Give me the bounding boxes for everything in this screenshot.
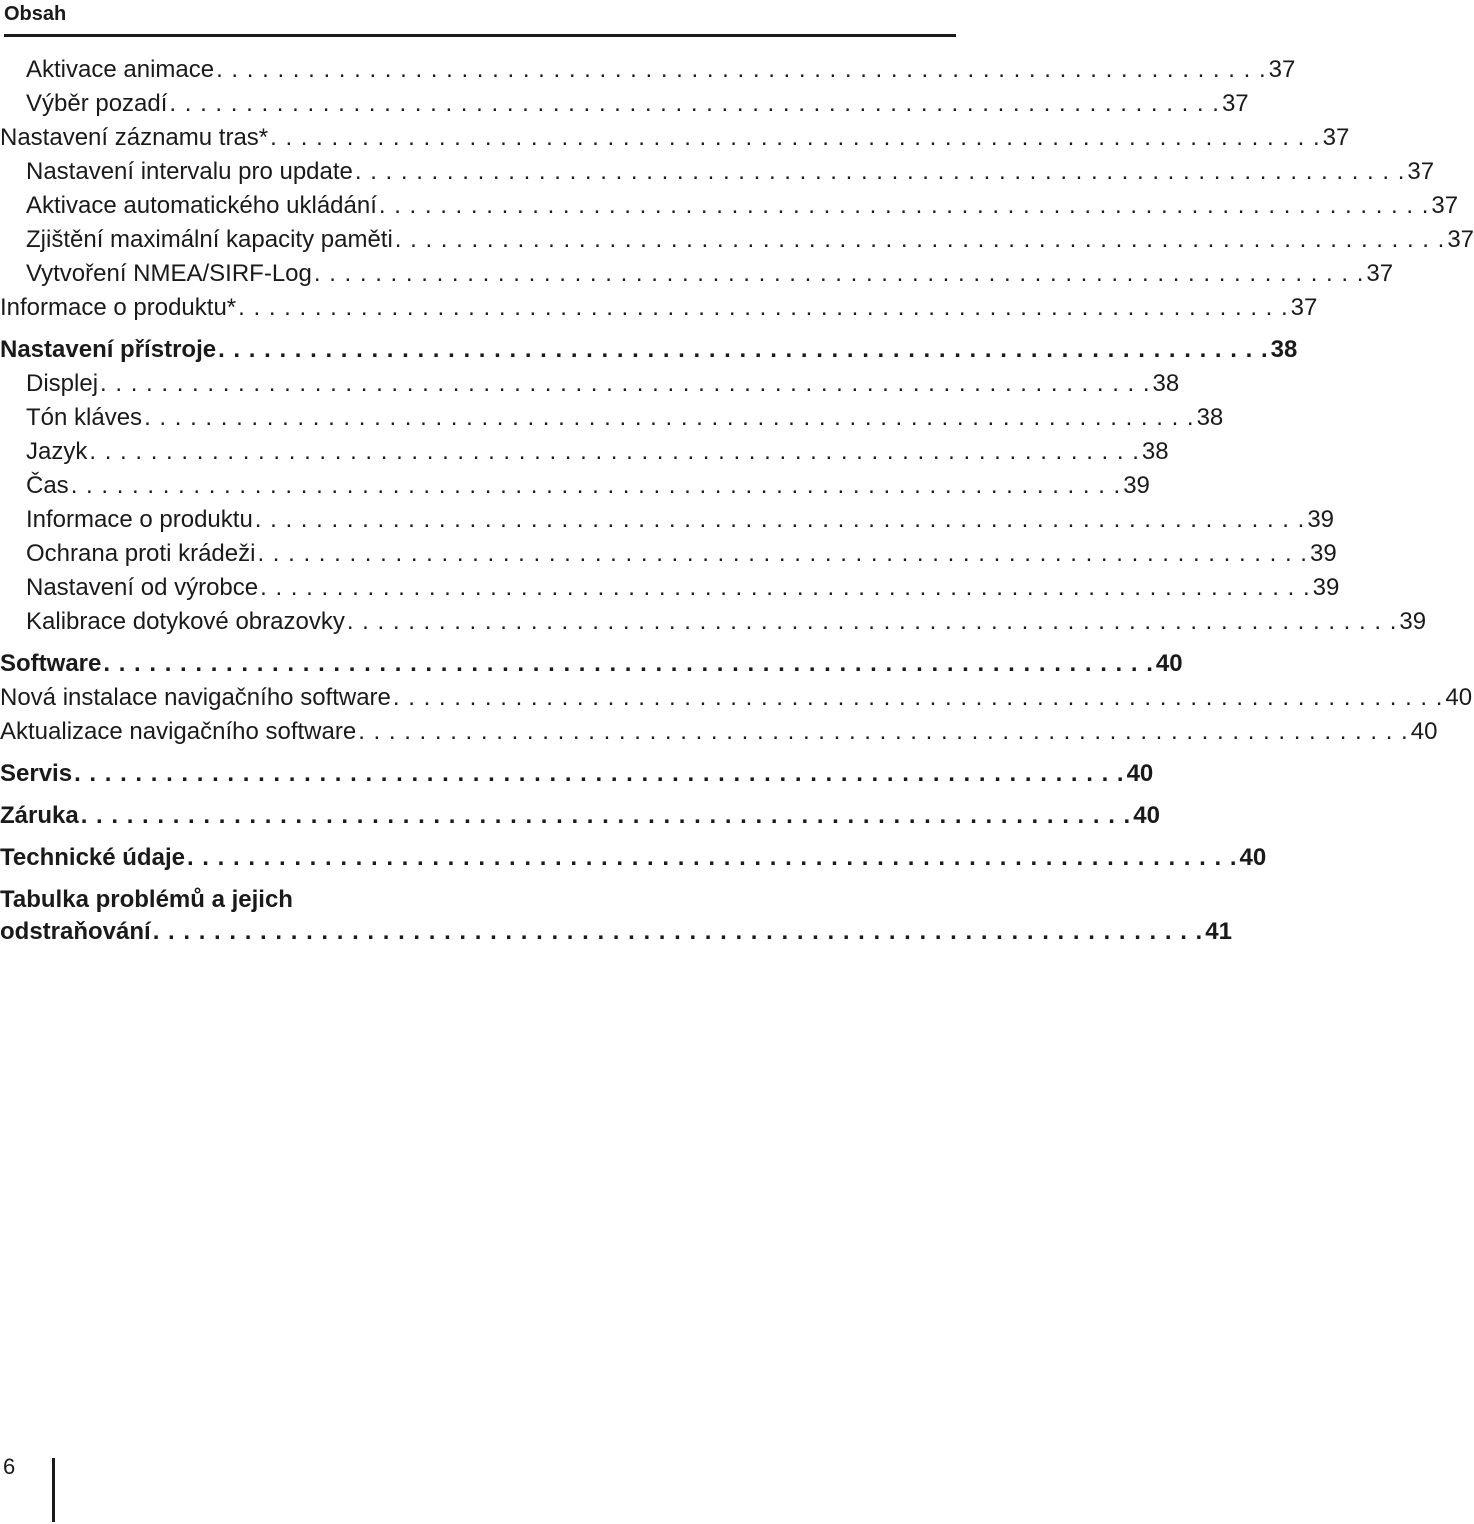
page-header xyxy=(4,0,956,37)
toc-entry-label: Nastavení od výrobce xyxy=(26,574,259,601)
toc-entry-label: Zjištění maximální kapacity paměti xyxy=(26,226,393,253)
toc-entry-page: 37 xyxy=(1221,90,1249,117)
dot-leader: . . . . . . . . . . . . . . . . . . . . . . . . . . . . . . . . . . . . . . . . . . . . . . . . . . . . . . . . . . . . . . . . . . . . . xyxy=(394,226,1446,253)
dot-leader: . . . . . . . . . . . . . . . . . . . . . . . . . . . . . . . . . . . . . . . . . . . . . . . . . . . . . . . . . . . . . . . . . . . . . xyxy=(313,260,1365,287)
toc-entry[interactable] xyxy=(0,716,1438,748)
toc-entry-label: Záruka xyxy=(0,802,79,829)
toc-entry-page: 40 xyxy=(1133,802,1160,829)
toc-entry[interactable] xyxy=(0,88,1249,120)
toc-entry-page: 40 xyxy=(1126,760,1154,787)
toc-entry[interactable] xyxy=(0,224,1474,256)
toc-entry[interactable] xyxy=(0,470,1150,502)
dot-leader: . . . . . . . . . . . . . . . . . . . . . . . . . . . . . . . . . . . . . . . . . . . . . . . . . . . . . . . . . . . . . . . . . . . . . xyxy=(152,918,1204,945)
toc-entry-label: Displej xyxy=(26,370,99,397)
dot-leader: . . . . . . . . . . . . . . . . . . . . . . . . . . . . . . . . . . . . . . . . . . . . . . . . . . . . . . . . . . . . . . . . . . . . . xyxy=(100,370,1151,397)
dot-leader: . . . . . . . . . . . . . . . . . . . . . . . . . . . . . . . . . . . . . . . . . . . . . . . . . . . . . . . . . . . . . . . . . . . . . xyxy=(270,124,1321,151)
toc-entry[interactable] xyxy=(0,504,1335,536)
toc-entry[interactable] xyxy=(0,368,1180,400)
dot-leader: . . . . . . . . . . . . . . . . . . . . . . . . . . . . . . . . . . . . . . . . . . . . . . . . . . . . . . . . . . . . . . . . . . . . . xyxy=(144,404,1195,431)
toc-entry[interactable] xyxy=(0,436,1169,468)
toc-entry-label: Nastavení záznamu tras* xyxy=(0,124,269,151)
footer-rule xyxy=(52,1458,55,1522)
toc-entry-label: Výběr pozadí xyxy=(26,90,168,117)
dot-leader: . . . . . . . . . . . . . . . . . . . . . . . . . . . . . . . . . . . . . . . . . . . . . . . . . . . . . . . . . . . . . . . . . . . . . xyxy=(260,574,1311,601)
dot-leader: . . . . . . . . . . . . . . . . . . . . . . . . . . . . . . . . . . . . . . . . . . . . . . . . . . . . . . . . . . . . . . . . . . . . . xyxy=(186,844,1238,871)
toc-entry-label: Servis xyxy=(0,760,73,787)
toc-entry-page: 37 xyxy=(1431,192,1459,219)
toc-entry-page: 37 xyxy=(1447,226,1474,253)
toc-entry[interactable] xyxy=(0,292,1318,324)
toc-entry[interactable] xyxy=(0,54,1296,86)
toc-entry[interactable] xyxy=(0,156,1435,188)
toc-entry-page: 38 xyxy=(1270,336,1298,363)
toc-entry-page: 39 xyxy=(1307,506,1335,533)
toc-entry[interactable] xyxy=(0,402,1224,434)
toc-entry-label: Informace o produktu* xyxy=(0,294,237,321)
toc-entry-label: Nastavení intervalu pro update xyxy=(26,158,353,185)
dot-leader: . . . . . . . . . . . . . . . . . . . . . . . . . . . . . . . . . . . . . . . . . . . . . . . . . . . . . . . . . . . . . . . . . . . . . xyxy=(216,56,1267,83)
toc-entry-page: 38 xyxy=(1196,404,1224,431)
toc-entry-label: Nová instalace navigačního software xyxy=(0,684,391,711)
toc-entry-page: 37 xyxy=(1366,260,1394,287)
toc-entry-label: Jazyk xyxy=(26,438,88,465)
toc-entry-page: 41 xyxy=(1205,918,1232,945)
dot-leader: . . . . . . . . . . . . . . . . . . . . . . . . . . . . . . . . . . . . . . . . . . . . . . . . . . . . . . . . . . . . . . . . . . . . . xyxy=(358,718,1409,745)
toc-entry-page: 40 xyxy=(1239,844,1267,871)
section-title: Obsah xyxy=(4,3,67,25)
toc-entry[interactable] xyxy=(0,842,1267,874)
dot-leader: . . . . . . . . . . . . . . . . . . . . . . . . . . . . . . . . . . . . . . . . . . . . . . . . . . . . . . . . . . . . . . . . . . . . . xyxy=(169,90,1220,117)
dot-leader: . . . . . . . . . . . . . . . . . . . . . . . . . . . . . . . . . . . . . . . . . . . . . . . . . . . . . . . . . . . . . . . . . . . . . xyxy=(354,158,1406,185)
dot-leader: . . . . . . . . . . . . . . . . . . . . . . . . . . . . . . . . . . . . . . . . . . . . . . . . . . . . . . . . . . . . . . . . . . . . . xyxy=(70,472,1122,499)
page-number: 6 xyxy=(3,1454,16,1479)
toc-entry-page: 40 xyxy=(1155,650,1183,677)
toc-entry[interactable] xyxy=(0,800,1160,832)
dot-leader: . . . . . . . . . . . . . . . . . . . . . . . . . . . . . . . . . . . . . . . . . . . . . . . . . . . . . . . . . . . . . . . . . . . . . xyxy=(89,438,1140,465)
dot-leader: . . . . . . . . . . . . . . . . . . . . . . . . . . . . . . . . . . . . . . . . . . . . . . . . . . . . . . . . . . . . . . . . . . . . . xyxy=(257,540,1308,567)
toc-entry-label: Aktualizace navigačního software xyxy=(0,718,357,745)
toc-entry[interactable] xyxy=(0,758,1154,790)
toc-entry-page: 37 xyxy=(1407,158,1435,185)
dot-leader: . . . . . . . . . . . . . . . . . . . . . . . . . . . . . . . . . . . . . . . . . . . . . . . . . . . . . . . . . . . . . . . . . . . . . xyxy=(346,608,1398,635)
toc-entry-label: Software xyxy=(0,650,102,677)
toc-entry-page: 37 xyxy=(1322,124,1350,151)
toc-entry-page: 37 xyxy=(1290,294,1318,321)
toc-entry-label-continued: odstraňování xyxy=(0,918,151,945)
toc-entry-label: Tabulka problémů a jejich xyxy=(0,886,293,913)
toc-entry-page: 38 xyxy=(1141,438,1169,465)
toc-entry-page: 39 xyxy=(1309,540,1337,567)
dot-leader: . . . . . . . . . . . . . . . . . . . . . . . . . . . . . . . . . . . . . . . . . . . . . . . . . . . . . . . . . . . . . . . . . . . . . xyxy=(218,336,1269,363)
dot-leader: . . . . . . . . . . . . . . . . . . . . . . . . . . . . . . . . . . . . . . . . . . . . . . . . . . . . . . . . . . . . . . . . . . . . . xyxy=(74,760,1125,787)
toc-entry-page: 39 xyxy=(1312,574,1340,601)
toc-entry-label: Nastavení přístroje xyxy=(0,336,217,363)
toc-entry-label: Kalibrace dotykové obrazovky xyxy=(26,608,345,635)
toc-entry-label: Tón kláves xyxy=(26,404,143,431)
toc-entry[interactable] xyxy=(0,682,1473,714)
toc-entry-page: 40 xyxy=(1445,684,1473,711)
dot-leader: . . . . . . . . . . . . . . . . . . . . . . . . . . . . . . . . . . . . . . . . . . . . . . . . . . . . . . . . . . . . . . . . . . . . . xyxy=(103,650,1154,677)
toc-entry-page: 39 xyxy=(1399,608,1427,635)
toc-entry[interactable] xyxy=(0,122,1350,154)
toc-entry-label: Aktivace animace xyxy=(26,56,215,83)
dot-leader: . . . . . . . . . . . . . . . . . . . . . . . . . . . . . . . . . . . . . . . . . . . . . . . . . . . . . . . . . . . . . . . . . . . . . xyxy=(80,802,1132,829)
toc-entry[interactable] xyxy=(0,538,1337,570)
dot-leader: . . . . . . . . . . . . . . . . . . . . . . . . . . . . . . . . . . . . . . . . . . . . . . . . . . . . . . . . . . . . . . . . . . . . . xyxy=(392,684,1444,711)
toc-entry-label: Ochrana proti krádeži xyxy=(26,540,256,567)
toc-entry-label: Informace o produktu xyxy=(26,506,253,533)
toc-entry-label: Aktivace automatického ukládání xyxy=(26,192,377,219)
toc-entry-label: Technické údaje xyxy=(0,844,185,871)
toc-entry[interactable] xyxy=(0,572,1340,604)
toc-entry-page: 39 xyxy=(1123,472,1150,499)
toc-entry[interactable] xyxy=(0,606,1427,638)
dot-leader: . . . . . . . . . . . . . . . . . . . . . . . . . . . . . . . . . . . . . . . . . . . . . . . . . . . . . . . . . . . . . . . . . . . . . xyxy=(378,192,1430,219)
toc-entry[interactable] xyxy=(0,648,1183,680)
toc-entry[interactable] xyxy=(0,258,1394,290)
toc-entry-label: Čas xyxy=(26,472,69,499)
toc-entry-page: 38 xyxy=(1152,370,1180,397)
toc-entry[interactable] xyxy=(0,334,1298,366)
toc-entry-label: Vytvoření NMEA/SIRF-Log xyxy=(26,260,312,287)
toc-entry[interactable] xyxy=(0,884,1232,948)
dot-leader: . . . . . . . . . . . . . . . . . . . . . . . . . . . . . . . . . . . . . . . . . . . . . . . . . . . . . . . . . . . . . . . . . . . . . xyxy=(254,506,1306,533)
toc-entry-page: 37 xyxy=(1268,56,1296,83)
toc-entry-page: 40 xyxy=(1410,718,1438,745)
toc-entry[interactable] xyxy=(0,190,1459,222)
dot-leader: . . . . . . . . . . . . . . . . . . . . . . . . . . . . . . . . . . . . . . . . . . . . . . . . . . . . . . . . . . . . . . . . . . . . . xyxy=(238,294,1289,321)
